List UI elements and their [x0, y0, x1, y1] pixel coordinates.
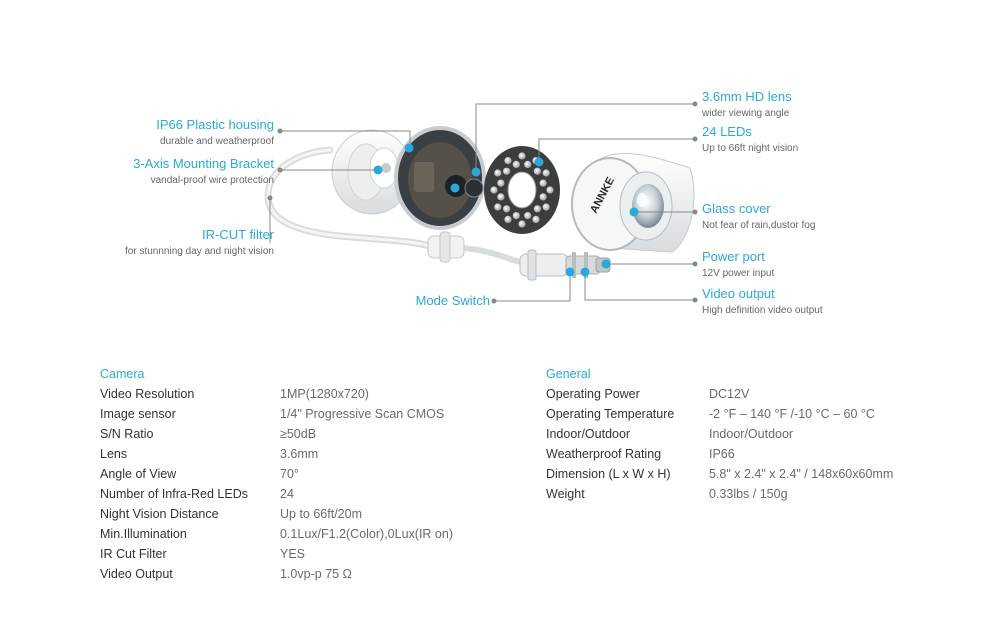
spec-heading-general: General: [546, 367, 591, 381]
spec-row: [546, 464, 966, 484]
brand-logo: ANNKE: [588, 175, 618, 216]
spec-value: DC12V: [709, 387, 750, 401]
callout-housing-sub: durable and weatherproof: [160, 136, 274, 147]
spec-row: [546, 444, 966, 464]
spec-value: ≥50dB: [280, 427, 317, 441]
spec-value: IP66: [709, 447, 735, 461]
callout-glass-title: Glass cover: [702, 201, 771, 216]
callout-ircut-title: IR-CUT filter: [202, 227, 274, 242]
callout-glass-sub: Not fear of rain,dustor fog: [702, 220, 816, 231]
spec-value: 70°: [280, 467, 299, 481]
ir-led: [490, 186, 497, 193]
spec-value: 1.0vp-p 75 Ω: [280, 567, 352, 581]
ir-led: [494, 203, 501, 210]
spec-value: YES: [280, 547, 306, 561]
ir-led: [524, 212, 531, 219]
callout-bracket-title: 3-Axis Mounting Bracket: [133, 156, 274, 171]
ir-led: [534, 205, 541, 212]
spec-value: Up to 66ft/20m: [280, 507, 362, 521]
spec-label: Number of Infra-Red LEDs: [100, 487, 248, 501]
spec-label: Angle of View: [100, 467, 177, 481]
spec-row: [100, 444, 520, 464]
ir-led: [546, 186, 553, 193]
callout-bracket-sub: vandal-proof wire protection: [150, 175, 274, 186]
ir-led: [504, 216, 511, 223]
callout-lens-sub: wider viewing angle: [702, 108, 790, 119]
spec-row: [100, 544, 520, 564]
ir-led: [524, 161, 531, 168]
ir-led: [543, 169, 550, 176]
callout-glass: [702, 201, 815, 233]
spec-label: Image sensor: [100, 407, 176, 421]
spec-label: Operating Temperature: [546, 407, 675, 421]
power-video-connectors: [520, 250, 610, 280]
spec-row: [546, 484, 966, 504]
ir-led: [540, 180, 547, 187]
spec-label: Lens: [100, 447, 128, 461]
spec-label: Indoor/Outdoor: [546, 427, 631, 441]
ir-led: [518, 152, 525, 159]
camera-body: [572, 153, 694, 252]
spec-value: 0.1Lux/F1.2(Color),0Lux(IR on): [280, 527, 453, 541]
callout-power-title: Power port: [702, 249, 765, 264]
callout-leds: [702, 124, 798, 156]
callout-video-title: Video output: [702, 286, 775, 301]
spec-value: -2 °F – 140 °F /-10 °C – 60 °C: [709, 407, 875, 421]
spec-value: 3.6mm: [280, 447, 319, 461]
ir-led: [497, 193, 504, 200]
spec-value: 1MP(1280x720): [280, 387, 369, 401]
callout-ircut-sub: for stunnning day and night vision: [125, 246, 274, 257]
ir-led: [540, 193, 547, 200]
callout-mode-switch-title: Mode Switch: [415, 293, 490, 308]
spec-row: [100, 484, 520, 504]
callout-bracket: [133, 156, 274, 188]
ir-led: [513, 161, 520, 168]
ir-led: [518, 220, 525, 227]
spec-label: S/N Ratio: [100, 427, 154, 441]
callout-power-sub: 12V power input: [702, 268, 775, 279]
mode-switch-connector: [428, 232, 464, 262]
callout-video-sub: High definition video output: [702, 305, 823, 316]
spec-label: Operating Power: [546, 387, 640, 401]
spec-heading-camera: Camera: [100, 367, 145, 381]
callout-housing-title: IP66 Plastic housing: [156, 117, 274, 132]
spec-value: 24: [280, 487, 294, 501]
ir-led: [494, 169, 501, 176]
spec-label: Video Resolution: [100, 387, 195, 401]
camera-housing-open: [396, 128, 484, 228]
spec-row: [100, 404, 520, 424]
spec-row: [546, 384, 966, 404]
spec-label: Dimension (L x W x H): [546, 467, 671, 481]
ir-led: [497, 180, 504, 187]
spec-label: IR Cut Filter: [100, 547, 167, 561]
spec-label: Video Output: [100, 567, 173, 581]
callout-leds-sub: Up to 66ft night vision: [702, 143, 799, 154]
callout-housing: [156, 117, 274, 149]
ir-led: [543, 203, 550, 210]
spec-label: Weight: [546, 487, 585, 501]
callout-ircut: [125, 227, 274, 259]
led-ring-board: [484, 146, 560, 234]
spec-label: Weatherproof Rating: [546, 447, 662, 461]
ir-led: [534, 168, 541, 175]
spec-label: Min.Illumination: [100, 527, 187, 541]
spec-label: Night Vision Distance: [100, 507, 219, 521]
spec-row: [100, 464, 520, 484]
ir-led: [513, 212, 520, 219]
spec-row: [546, 404, 966, 424]
callout-lens: [702, 89, 792, 121]
ir-led: [503, 205, 510, 212]
ir-led: [532, 216, 539, 223]
callout-mode-switch: [416, 293, 490, 309]
callout-video: [702, 286, 823, 318]
spec-value: 0.33lbs / 150g: [709, 487, 788, 501]
spec-row: [100, 564, 520, 584]
spec-row: [100, 504, 520, 524]
spec-table-camera: [100, 364, 520, 584]
spec-value: 5.8" x 2.4" x 2.4" / 148x60x60mm: [709, 467, 894, 481]
callout-power: [702, 249, 774, 281]
spec-row: [546, 424, 966, 444]
spec-value: Indoor/Outdoor: [709, 427, 794, 441]
spec-value: 1/4" Progressive Scan CMOS: [280, 407, 445, 421]
spec-row: [100, 524, 520, 544]
ir-led: [503, 168, 510, 175]
ir-led: [504, 157, 511, 164]
spec-table-general: [546, 364, 966, 504]
callout-lens-title: 3.6mm HD lens: [702, 89, 792, 104]
spec-row: [100, 384, 520, 404]
spec-row: [100, 424, 520, 444]
callout-leds-title: 24 LEDs: [702, 124, 752, 139]
